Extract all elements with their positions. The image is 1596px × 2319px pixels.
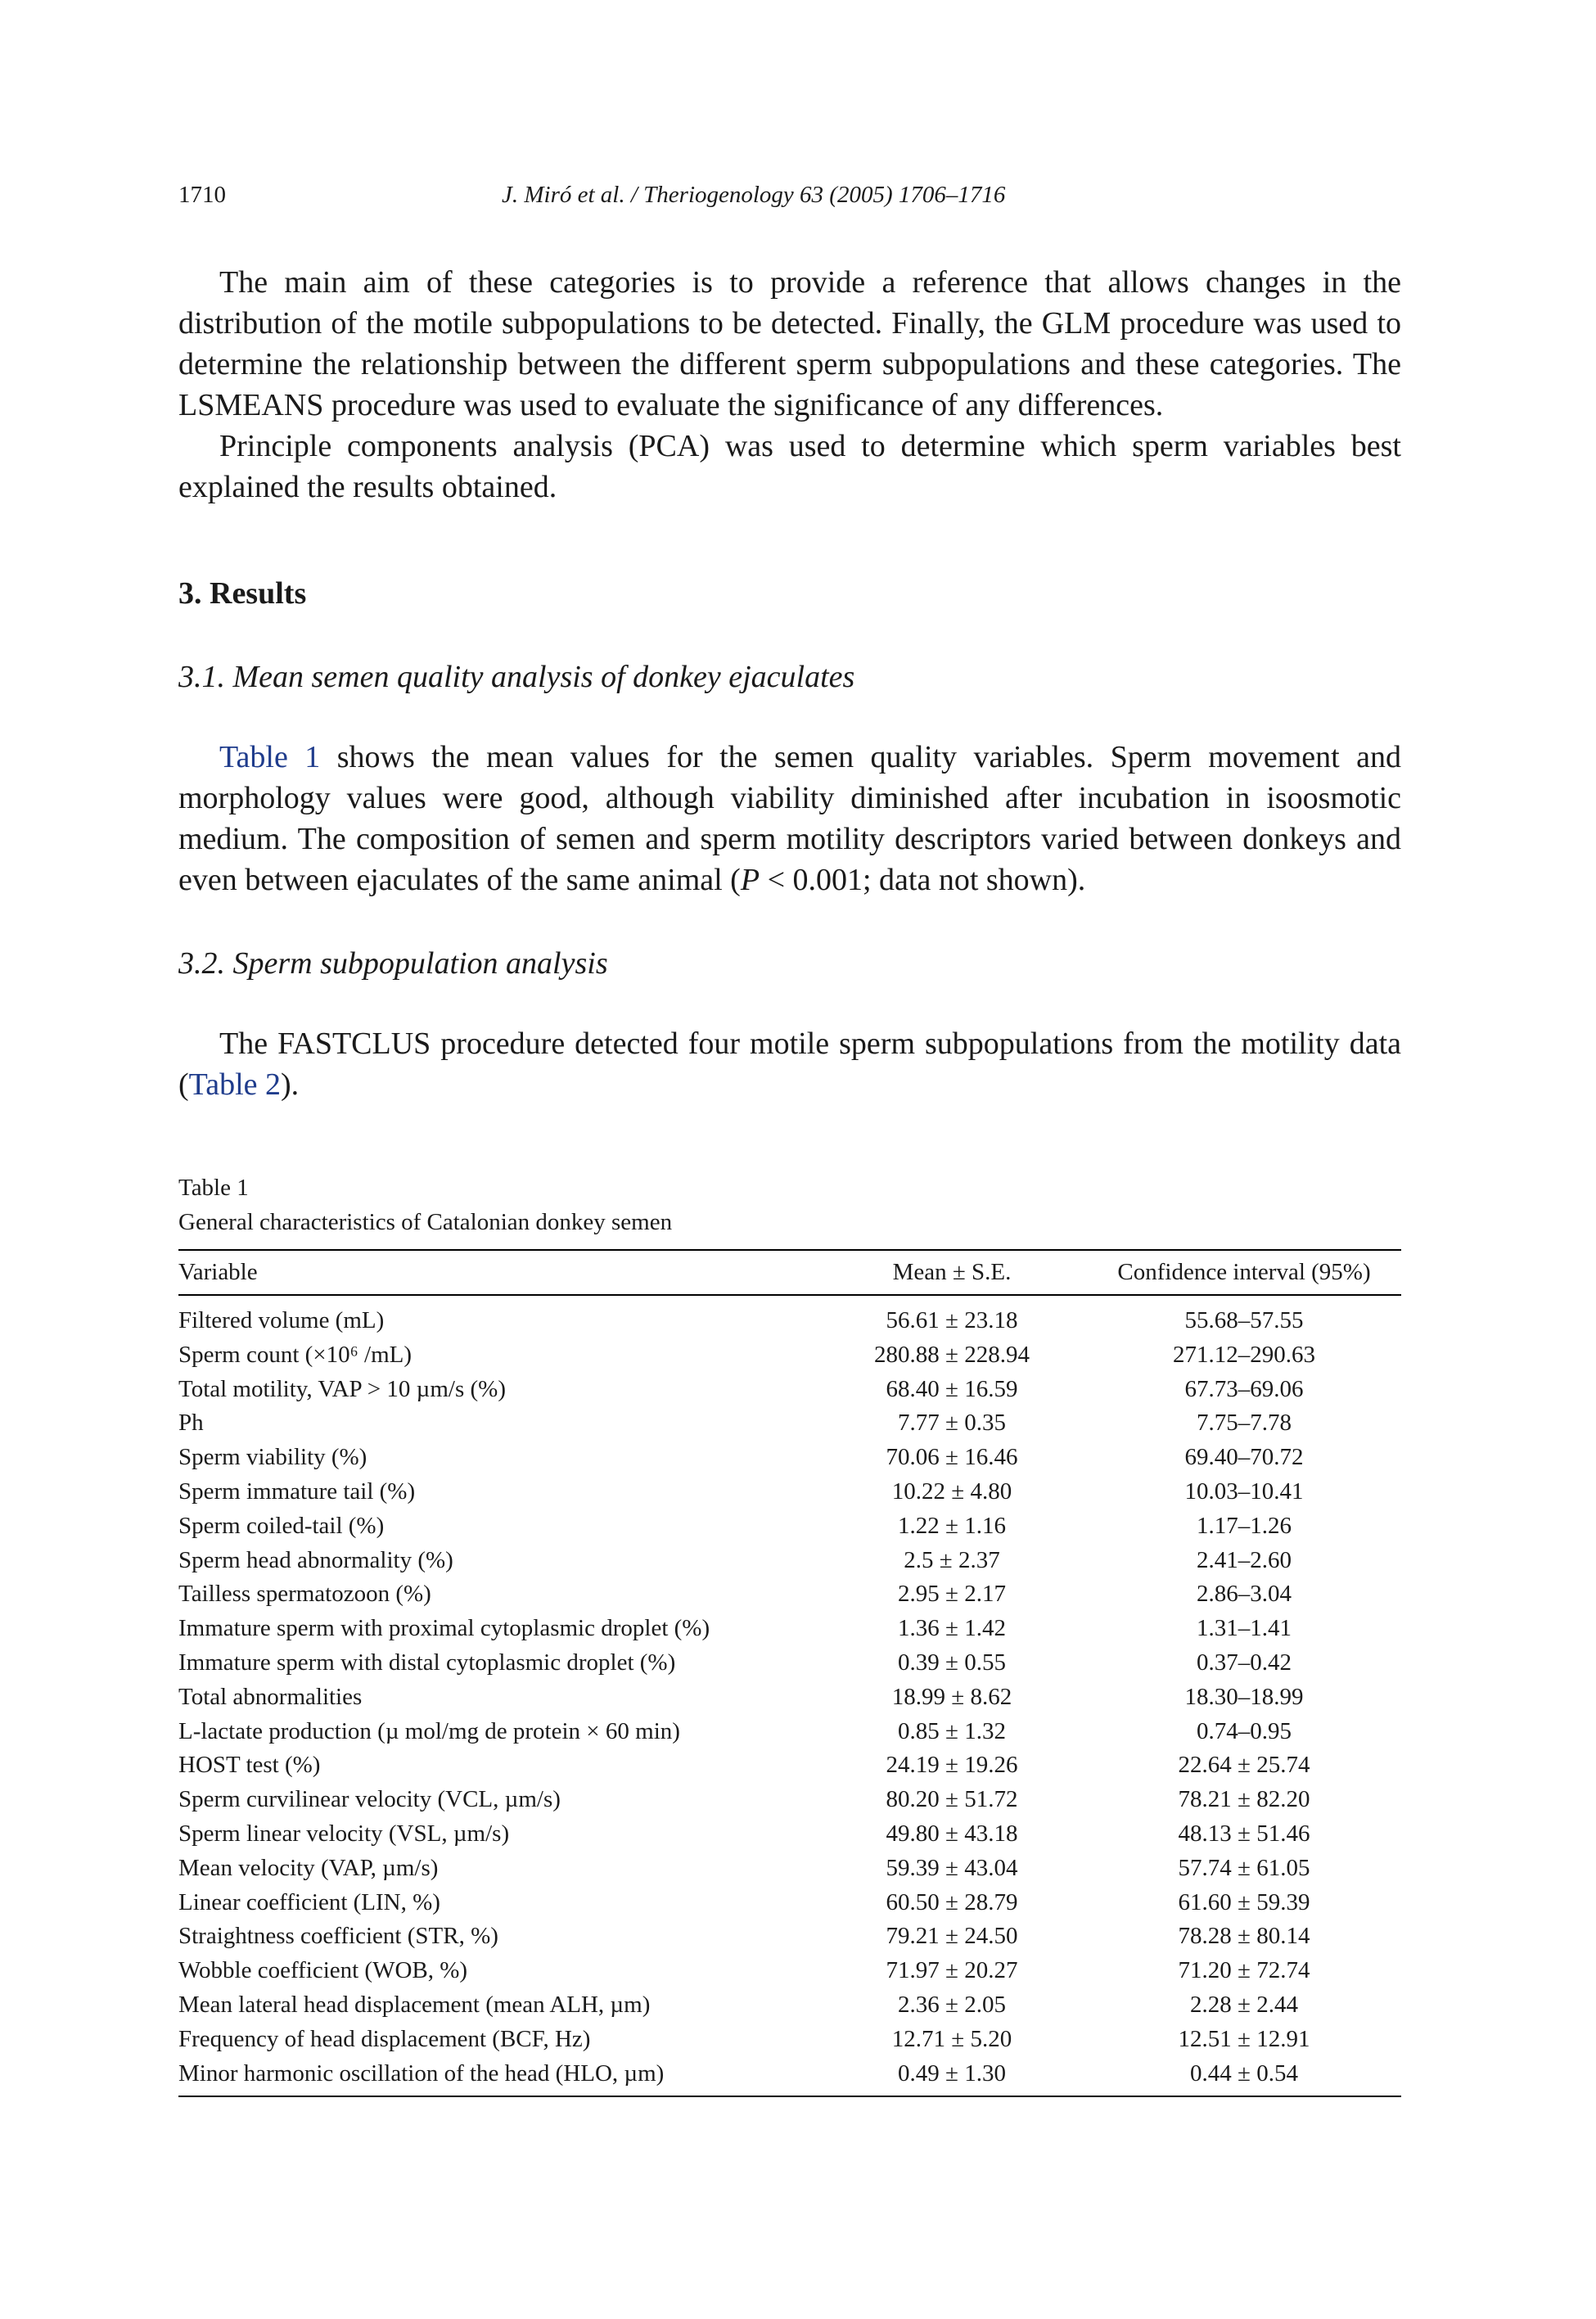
table-1-link[interactable]: Table 1 xyxy=(219,740,321,774)
subsection-heading-3-1: 3.1. Mean semen quality analysis of donkey ejaculates xyxy=(178,660,855,694)
cell-confidence-interval: 10.03–10.41 xyxy=(1184,1478,1304,1505)
cell-mean: 80.20 ± 51.72 xyxy=(886,1786,1018,1813)
table-1-body xyxy=(178,1295,1401,2096)
cell-mean: 60.50 ± 28.79 xyxy=(886,1888,1018,1915)
cell-variable: Wobble coefficient (WOB, %) xyxy=(178,1957,468,1984)
cell-variable: Frequency of head displacement (BCF, Hz) xyxy=(178,2025,591,2052)
header-confidence-interval: Confidence interval (95%) xyxy=(1087,1250,1401,1295)
table-row xyxy=(178,1295,1401,1338)
cell-confidence-interval: 12.51 ± 12.91 xyxy=(1178,2025,1310,2052)
table-row xyxy=(178,1612,1401,1646)
cell-confidence-interval: 48.13 ± 51.46 xyxy=(1178,1820,1310,1847)
cell-mean: 280.88 ± 228.94 xyxy=(874,1341,1030,1368)
p-value-symbol: P xyxy=(740,863,760,897)
table-row xyxy=(178,1886,1401,1920)
cell-variable: Immature sperm with distal cytoplasmic droplet (%) xyxy=(178,1649,676,1676)
table-row xyxy=(178,1681,1401,1715)
cell-mean: 0.39 ± 0.55 xyxy=(898,1649,1006,1676)
table-row xyxy=(178,1373,1401,1407)
cell-mean: 18.99 ± 8.62 xyxy=(891,1683,1012,1710)
cell-mean: 24.19 ± 19.26 xyxy=(886,1752,1018,1779)
cell-variable: Minor harmonic oscillation of the head (HLO, µm) xyxy=(178,2060,665,2087)
cell-confidence-interval: 271.12–290.63 xyxy=(1173,1341,1315,1368)
table-row xyxy=(178,1577,1401,1612)
table-row xyxy=(178,1441,1401,1475)
cell-mean: 70.06 ± 16.46 xyxy=(886,1444,1018,1471)
cell-confidence-interval: 78.28 ± 80.14 xyxy=(1178,1923,1310,1950)
cell-mean: 56.61 ± 23.18 xyxy=(886,1307,1018,1333)
cell-confidence-interval: 2.28 ± 2.44 xyxy=(1190,1991,1298,2018)
running-head: J. Miró et al. / Theriogenology 63 (2005) 1706–1716 xyxy=(502,182,1006,208)
cell-confidence-interval: 67.73–69.06 xyxy=(1184,1375,1304,1402)
results-paragraph-1 xyxy=(178,737,1401,900)
header-mean: Mean ± S.E. xyxy=(817,1250,1087,1295)
cell-mean: 71.97 ± 20.27 xyxy=(886,1957,1018,1984)
cell-variable: Filtered volume (mL) xyxy=(178,1307,385,1333)
table-1-caption xyxy=(178,1171,1401,1239)
subsection-heading-3-2: 3.2. Sperm subpopulation analysis xyxy=(178,946,608,981)
table-2-link[interactable]: Table 2 xyxy=(188,1067,282,1102)
table-row xyxy=(178,1852,1401,1886)
cell-confidence-interval: 1.17–1.26 xyxy=(1197,1512,1292,1539)
table-1 xyxy=(178,1249,1401,2097)
table-row xyxy=(178,2057,1401,2097)
cell-mean: 1.36 ± 1.42 xyxy=(898,1615,1006,1642)
cell-variable: Sperm linear velocity (VSL, µm/s) xyxy=(178,1820,510,1847)
cell-variable: Sperm head abnormality (%) xyxy=(178,1546,453,1573)
table-row xyxy=(178,1406,1401,1441)
cell-variable: Total abnormalities xyxy=(178,1683,363,1710)
results-paragraph-2-end: ). xyxy=(281,1067,300,1102)
cell-mean: 2.36 ± 2.05 xyxy=(898,1991,1006,2018)
cell-confidence-interval: 7.75–7.78 xyxy=(1197,1410,1292,1437)
cell-confidence-interval: 1.31–1.41 xyxy=(1197,1615,1292,1642)
table-row xyxy=(178,1988,1401,2023)
cell-variable: Tailless spermatozoon (%) xyxy=(178,1581,431,1608)
cell-variable: Straightness coefficient (STR, %) xyxy=(178,1923,498,1950)
cell-mean: 59.39 ± 43.04 xyxy=(886,1854,1018,1881)
cell-variable: Sperm immature tail (%) xyxy=(178,1478,416,1505)
cell-confidence-interval: 2.41–2.60 xyxy=(1197,1546,1292,1573)
page-body xyxy=(178,262,1401,2097)
cell-variable: Sperm count (×10⁶ /mL) xyxy=(178,1341,413,1368)
table-row xyxy=(178,1475,1401,1509)
page-number: 1710 xyxy=(178,182,226,208)
table-row xyxy=(178,1920,1401,1954)
table-row xyxy=(178,1544,1401,1578)
cell-mean: 12.71 ± 5.20 xyxy=(891,2025,1012,2052)
cell-mean: 79.21 ± 24.50 xyxy=(886,1923,1018,1950)
header-variable: Variable xyxy=(178,1250,817,1295)
table-1-label: Table 1 xyxy=(178,1175,249,1201)
cell-confidence-interval: 0.44 ± 0.54 xyxy=(1190,2060,1298,2087)
cell-mean: 2.5 ± 2.37 xyxy=(904,1546,1000,1573)
page-header xyxy=(178,182,1401,214)
cell-variable: Mean velocity (VAP, µm/s) xyxy=(178,1854,439,1881)
table-row xyxy=(178,1748,1401,1783)
table-row xyxy=(178,1646,1401,1681)
cell-confidence-interval: 61.60 ± 59.39 xyxy=(1178,1888,1310,1915)
section-heading-results: 3. Results xyxy=(178,576,307,611)
cell-mean: 0.85 ± 1.32 xyxy=(898,1717,1006,1744)
cell-mean: 0.49 ± 1.30 xyxy=(898,2060,1006,2087)
table-row xyxy=(178,1954,1401,1988)
cell-mean: 7.77 ± 0.35 xyxy=(898,1410,1006,1437)
cell-variable: Sperm curvilinear velocity (VCL, µm/s) xyxy=(178,1786,561,1813)
results-paragraph-2-text: The FASTCLUS procedure detected four motile sperm subpopulations from the motility data ( xyxy=(178,1026,1401,1102)
cell-variable: L-lactate production (µ mol/mg de protein × 60 min) xyxy=(178,1717,680,1744)
intro-paragraph-1: The main aim of these categories is to provide a reference that allows changes in the distribution of the motile subpopulations to be detected. Finally, the GLM procedure was used to determine the relationship between the different sperm subpopulations and these categories. The LSMEANS procedure was used to evaluate the significance of any differences. xyxy=(178,265,1401,422)
table-row xyxy=(178,2023,1401,2057)
cell-confidence-interval: 0.74–0.95 xyxy=(1197,1717,1292,1744)
cell-confidence-interval: 0.37–0.42 xyxy=(1197,1649,1292,1676)
table-row xyxy=(178,1817,1401,1852)
table-row xyxy=(178,1338,1401,1373)
cell-variable: Ph xyxy=(178,1410,204,1437)
cell-variable: HOST test (%) xyxy=(178,1752,321,1779)
cell-confidence-interval: 2.86–3.04 xyxy=(1197,1581,1292,1608)
cell-variable: Immature sperm with proximal cytoplasmic droplet (%) xyxy=(178,1615,710,1642)
cell-mean: 68.40 ± 16.59 xyxy=(886,1375,1018,1402)
table-row xyxy=(178,1715,1401,1749)
cell-confidence-interval: 55.68–57.55 xyxy=(1184,1307,1304,1333)
intro-paragraph-2: Principle components analysis (PCA) was used to determine which sperm variables best explained the results obtained. xyxy=(178,429,1401,504)
results-paragraph-2 xyxy=(178,1023,1401,1105)
cell-mean: 1.22 ± 1.16 xyxy=(898,1512,1006,1539)
cell-confidence-interval: 22.64 ± 25.74 xyxy=(1178,1752,1310,1779)
table-row xyxy=(178,1509,1401,1544)
cell-variable: Sperm coiled-tail (%) xyxy=(178,1512,385,1539)
table-row xyxy=(178,1783,1401,1817)
cell-confidence-interval: 69.40–70.72 xyxy=(1184,1444,1304,1471)
cell-confidence-interval: 71.20 ± 72.74 xyxy=(1178,1957,1310,1984)
results-paragraph-1-end: < 0.001; data not shown). xyxy=(760,863,1086,897)
cell-variable: Linear coefficient (LIN, %) xyxy=(178,1888,440,1915)
cell-confidence-interval: 18.30–18.99 xyxy=(1184,1683,1304,1710)
table-1-title: General characteristics of Catalonian donkey semen xyxy=(178,1209,673,1235)
cell-mean: 49.80 ± 43.18 xyxy=(886,1820,1018,1847)
cell-mean: 10.22 ± 4.80 xyxy=(891,1478,1012,1505)
cell-variable: Total motility, VAP > 10 µm/s (%) xyxy=(178,1375,506,1402)
results-paragraph-1-text: shows the mean values for the semen quality variables. Sperm movement and morphology values were good, although viability diminished after incubation in isoosmotic medium. The composition of semen and sperm motility descriptors varied between donkeys and even between ejaculates of the same animal ( xyxy=(178,740,1401,897)
table-header-row xyxy=(178,1250,1401,1295)
cell-mean: 2.95 ± 2.17 xyxy=(898,1581,1006,1608)
cell-variable: Mean lateral head displacement (mean ALH, µm) xyxy=(178,1991,651,2018)
cell-confidence-interval: 57.74 ± 61.05 xyxy=(1178,1854,1310,1881)
cell-confidence-interval: 78.21 ± 82.20 xyxy=(1178,1786,1310,1813)
cell-variable: Sperm viability (%) xyxy=(178,1444,367,1471)
